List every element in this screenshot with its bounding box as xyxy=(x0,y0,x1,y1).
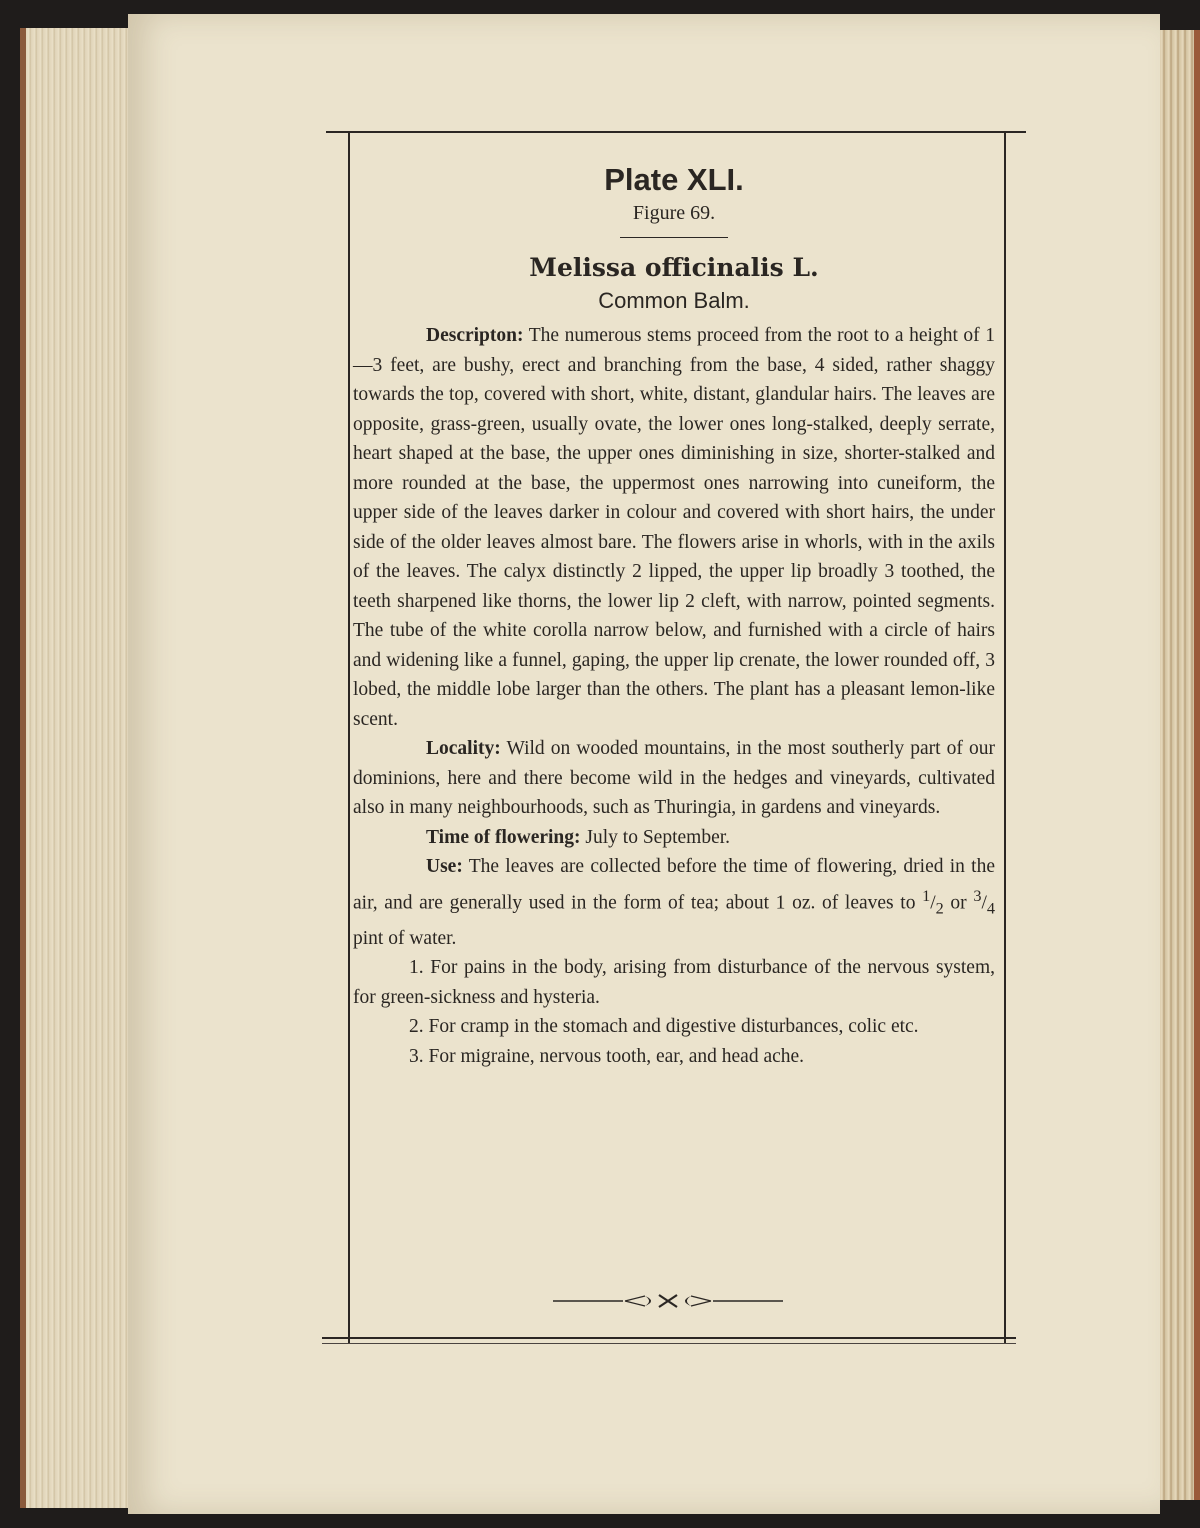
description-text: The numerous stems proceed from the root to a height of 1—3 feet, are bushy, erect and branching from the base, 4 sided, rather shaggy towards the top, covered with short, white, distant, glandular hairs. The leaves are opposite, grass-green, usually ovate, the lower ones long-stalked, deeply serrate, heart shaped at the base, the upper ones diminishing in size, shorter-stalked and more rounded at the base, the uppermost ones narrowing into cuneiform, the upper side of the leaves darker in colour and covered with short hairs, the under side of the older leaves almost bare. The flowers arise in whorls, with in the axils of the leaves. The calyx distinctly 2 lipped, the upper lip broadly 3 toothed, the teeth sharpened like thorns, the lower lip 2 cleft, with narrow, pointed segments. The tube of the white corolla narrow below, and furnished with a circle of hairs and widening like a funnel, gaping, the upper lip crenate, the lower rounded off, 3 lobed, the middle lobe larger than the others. The plant has a pleasant lemon-like scent. xyxy=(353,325,995,730)
fraction2-denominator: 4 xyxy=(986,899,995,918)
locality-label: Locality: xyxy=(426,738,501,760)
frame-left-rule xyxy=(348,131,350,1343)
plate-title: Plate XLI. xyxy=(604,162,744,197)
description-label: Descripton: xyxy=(426,325,524,347)
flowering-paragraph xyxy=(353,823,995,853)
fraction2-numerator: 3 xyxy=(973,886,982,905)
flowering-label: Time of flowering: xyxy=(426,826,581,848)
use-label: Use: xyxy=(426,856,463,878)
book-page-edges-left xyxy=(20,28,136,1508)
fraction1-denominator: 2 xyxy=(935,899,944,918)
locality-text: Wild on wooded mountains, in the most southerly part of our dominions, here and there become wild in the hedges and vineyards, cultivated also in many neighbourhoods, such as Thuringia, in gardens and vineyards. xyxy=(353,738,995,819)
fraction1-numerator: 1 xyxy=(922,886,931,905)
use-or: or xyxy=(943,892,974,914)
title-divider xyxy=(620,237,728,238)
use-text-before: The leaves are collected before the time of flowering, dried in the air, and are generally used in the form of tea; about 1 oz. of leaves to xyxy=(353,856,995,914)
use-paragraph: Use: The leaves are collected before the time of flowering, dried in the air, and are generally used in the form of tea; about 1 oz. of leaves to $^1/_2$ or $^3/_4$ pint of water. xyxy=(353,856,995,949)
fleuron-ornament xyxy=(553,1292,783,1310)
description-paragraph xyxy=(353,321,995,734)
frame-bottom-rule xyxy=(322,1337,1016,1339)
use-list-item: 3. For migraine, nervous tooth, ear, and head ache. xyxy=(409,1045,805,1067)
frame-bottom-rule-thin xyxy=(322,1343,1016,1344)
frame-right-rule xyxy=(1004,131,1006,1343)
species-common-name: Common Balm. xyxy=(598,287,750,313)
figure-label: Figure 69. xyxy=(632,202,716,225)
species-latin-name: Melissa officinalis L. xyxy=(529,253,819,283)
use-text-after: pint of water. xyxy=(353,927,457,949)
use-list-item: 2. For cramp in the stomach and digestive disturbances, colic etc. xyxy=(409,1016,919,1038)
plate-text-block xyxy=(353,163,995,1071)
frame-top-rule xyxy=(326,131,1026,133)
use-list-item: 1. For pains in the body, arising from disturbance of the nervous system, for green-sickness and hysteria. xyxy=(353,957,995,1008)
locality-paragraph xyxy=(353,734,995,823)
flowering-text: July to September. xyxy=(580,826,731,848)
